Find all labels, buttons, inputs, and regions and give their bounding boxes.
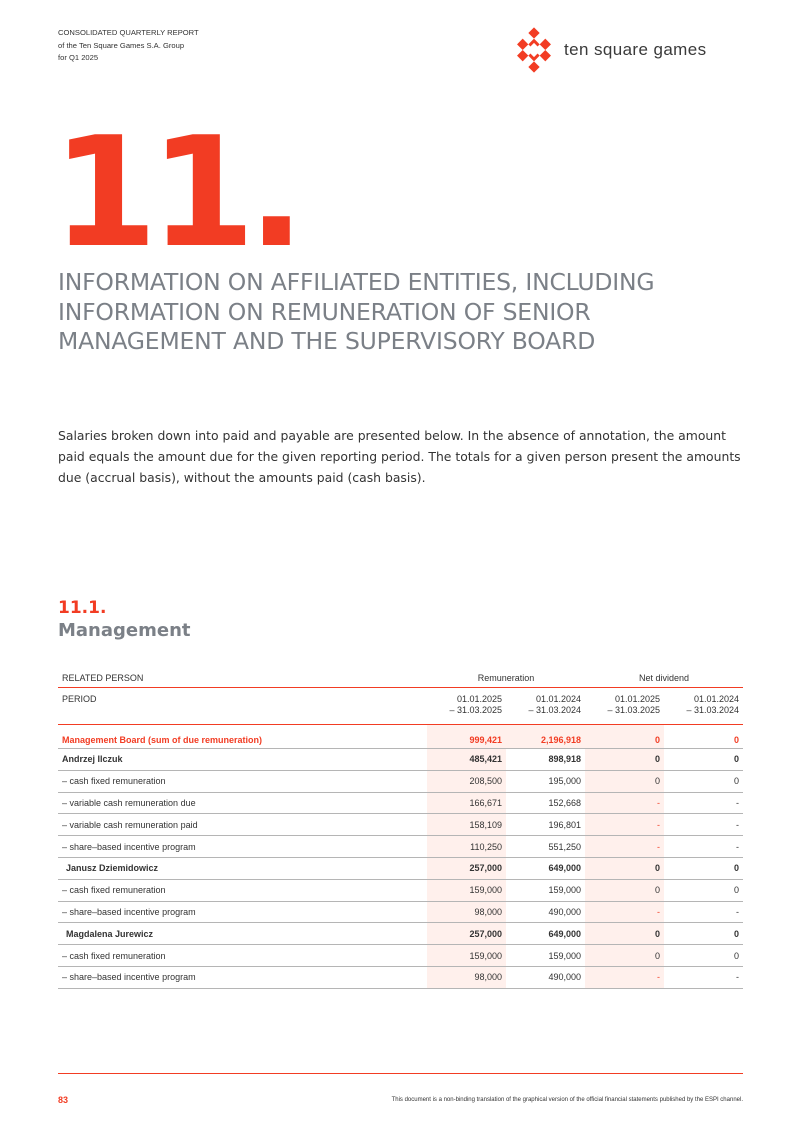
period-column-header — [664, 688, 743, 725]
cell-value: 551,250 — [506, 836, 585, 858]
section-title: Management — [58, 620, 191, 641]
cell-value: 159,000 — [506, 945, 585, 967]
company-logo — [510, 26, 706, 74]
cell-value: 196,801 — [506, 814, 585, 836]
cell-value: - — [664, 966, 743, 988]
period-column-header — [427, 688, 506, 725]
footer-disclaimer: This document is a non-binding translation of the graphical version of the official financial statements published by the ESPI channel. — [391, 1097, 743, 1103]
row-label: Management Board (sum of due remuneration) — [58, 725, 427, 749]
cell-value: 0 — [585, 770, 664, 792]
cell-value: 208,500 — [427, 770, 506, 792]
logo-wordmark: ten square games — [564, 40, 707, 59]
cell-value: 152,668 — [506, 792, 585, 814]
period-column-header — [585, 688, 664, 725]
chapter-title: INFORMATION ON AFFILIATED ENTITIES, INCLUDING INFORMATION ON REMUNERATION OF SENIOR MANAGEMENT AND THE SUPERVISORY BOARD — [58, 268, 655, 355]
table-row-person — [58, 923, 743, 945]
cell-value: 110,250 — [427, 836, 506, 858]
cell-value: 0 — [664, 770, 743, 792]
cell-value: 898,918 — [506, 749, 585, 771]
intro-paragraph: Salaries broken down into paid and payable are presented below. In the absence of annotation, the amount paid equals the amount due for the given reporting period. The totals for a given person present the amounts due (accrual basis), without the amounts paid (cash basis). — [58, 428, 741, 485]
remuneration-table — [58, 669, 743, 989]
table-header-row — [58, 669, 743, 688]
cell-value: 0 — [585, 923, 664, 945]
cell-value: 0 — [664, 749, 743, 771]
cell-value: 0 — [585, 857, 664, 879]
period-to: – 31.03.2025 — [607, 705, 660, 715]
cell-value: 0 — [664, 945, 743, 967]
chapter-number: 11. — [52, 104, 298, 281]
period-from: 01.01.2024 — [693, 694, 740, 704]
footer-divider — [58, 1073, 743, 1074]
row-label: – share–based incentive program — [58, 836, 427, 858]
period-column-header — [506, 688, 585, 725]
cell-value: - — [585, 792, 664, 814]
row-label: – cash fixed remuneration — [58, 945, 427, 967]
report-header-line-3: for Q1 2025 — [58, 53, 99, 62]
report-header-line-1: CONSOLIDATED QUARTERLY REPORT — [58, 28, 199, 37]
row-label: – share–based incentive program — [58, 966, 427, 988]
row-label: – cash fixed remuneration — [58, 770, 427, 792]
cell-value: - — [585, 966, 664, 988]
remuneration-group-header: Remuneration — [427, 669, 585, 688]
cell-value: 0 — [585, 945, 664, 967]
cell-value: 0 — [664, 725, 743, 749]
table-row — [58, 901, 743, 923]
period-from: 01.01.2024 — [535, 694, 581, 704]
cell-value: 0 — [664, 923, 743, 945]
row-label: Janusz Dziemidowicz — [58, 857, 427, 879]
table-row — [58, 966, 743, 988]
cell-value: 166,671 — [427, 792, 506, 814]
table-row — [58, 879, 743, 901]
cell-value: 485,421 — [427, 749, 506, 771]
cell-value: - — [664, 814, 743, 836]
cell-value: 159,000 — [427, 879, 506, 901]
cell-value: - — [664, 836, 743, 858]
cell-value: 159,000 — [506, 879, 585, 901]
diamond-checker-logo-icon — [510, 26, 558, 74]
cell-value: - — [585, 814, 664, 836]
cell-value: 0 — [664, 857, 743, 879]
net-dividend-group-header: Net dividend — [585, 669, 743, 688]
related-person-header: RELATED PERSON — [58, 669, 427, 688]
cell-value: 0 — [664, 879, 743, 901]
row-label: – variable cash remuneration paid — [58, 814, 427, 836]
cell-value: 257,000 — [427, 857, 506, 879]
section-number: 11.1. — [58, 598, 107, 618]
cell-value: 490,000 — [506, 966, 585, 988]
period-from: 01.01.2025 — [456, 694, 502, 704]
cell-value: - — [585, 901, 664, 923]
period-to: – 31.03.2024 — [686, 705, 740, 715]
period-header: PERIOD — [58, 688, 427, 725]
cell-value: - — [664, 792, 743, 814]
period-to: – 31.03.2024 — [528, 705, 581, 715]
cell-value: 0 — [585, 879, 664, 901]
cell-value: 649,000 — [506, 923, 585, 945]
period-to: – 31.03.2025 — [449, 705, 502, 715]
cell-value: - — [585, 836, 664, 858]
cell-value: - — [664, 901, 743, 923]
cell-value: 490,000 — [506, 901, 585, 923]
row-label: Andrzej Ilczuk — [58, 749, 427, 771]
cell-value: 257,000 — [427, 923, 506, 945]
report-header — [58, 27, 199, 65]
table-row-person — [58, 857, 743, 879]
cell-value: 159,000 — [427, 945, 506, 967]
cell-value: 98,000 — [427, 901, 506, 923]
table-period-row — [58, 688, 743, 725]
cell-value: 98,000 — [427, 966, 506, 988]
table-row-person — [58, 749, 743, 771]
table-row-summary — [58, 725, 743, 749]
cell-value: 195,000 — [506, 770, 585, 792]
period-from: 01.01.2025 — [614, 694, 660, 704]
cell-value: 0 — [585, 749, 664, 771]
cell-value: 649,000 — [506, 857, 585, 879]
remuneration-table-wrapper — [58, 669, 743, 989]
cell-value: 999,421 — [427, 725, 506, 749]
cell-value: 2,196,918 — [506, 725, 585, 749]
report-header-line-2: of the Ten Square Games S.A. Group — [58, 40, 185, 50]
cell-value: 158,109 — [427, 814, 506, 836]
table-row — [58, 814, 743, 836]
table-row — [58, 792, 743, 814]
cell-value: 0 — [585, 725, 664, 749]
table-row — [58, 770, 743, 792]
table-row — [58, 836, 743, 858]
page-number: 83 — [58, 1095, 69, 1105]
row-label: – cash fixed remuneration — [58, 879, 427, 901]
row-label: – share–based incentive program — [58, 901, 427, 923]
table-row — [58, 945, 743, 967]
row-label: – variable cash remuneration due — [58, 792, 427, 814]
row-label: Magdalena Jurewicz — [58, 923, 427, 945]
